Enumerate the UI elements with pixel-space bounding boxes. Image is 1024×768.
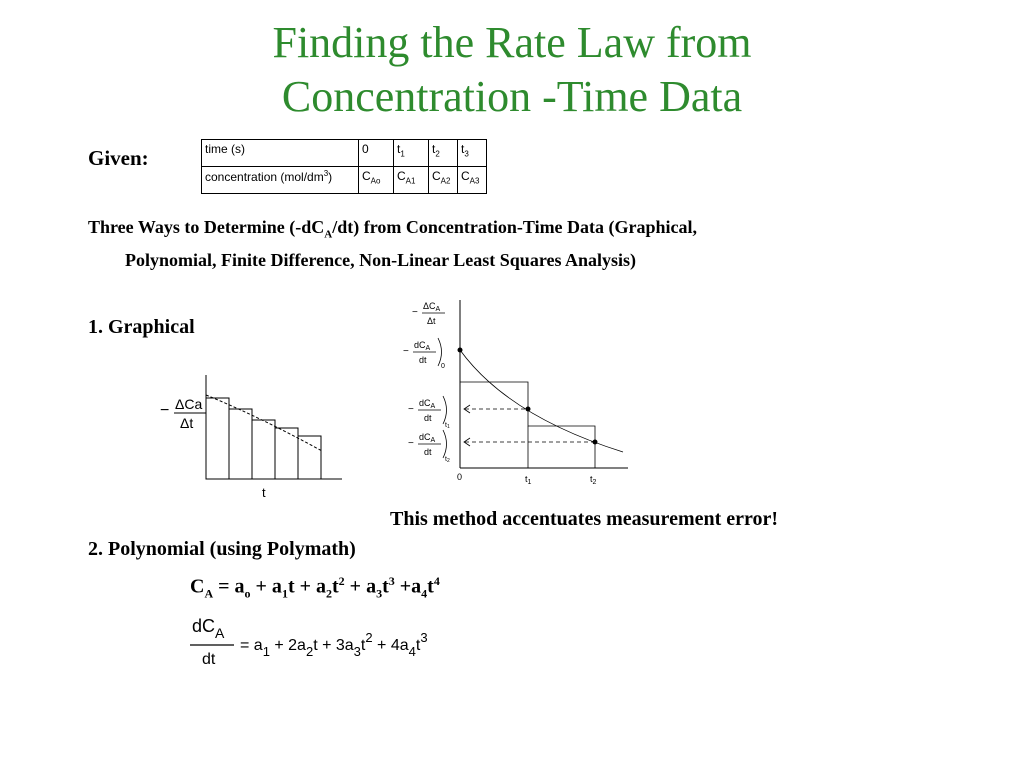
sub-zero: 0 — [441, 363, 445, 370]
graphical-heading: 1. Graphical — [88, 316, 195, 338]
x-label-t: t — [262, 485, 266, 500]
delta-t-label: Δt — [427, 316, 436, 326]
three-ways-line-2: Polynomial, Finite Difference, Non-Linear Least Squares Analysis) — [125, 249, 636, 270]
data-point — [458, 348, 463, 353]
measurement-error-note: This method accentuates measurement error! — [390, 508, 779, 530]
sub-t1: t1 — [445, 422, 450, 430]
delta-ca-label: $\Delta C_A$ — [423, 301, 441, 313]
deriv-denominator: dt — [202, 651, 216, 668]
given-table — [201, 139, 487, 194]
paren — [443, 396, 447, 424]
polynomial-heading: 2. Polynomial (using Polymath) — [88, 538, 356, 560]
deriv-label-t1: $dC_A$ — [419, 398, 436, 410]
delta-ca-label: ΔCa — [175, 396, 203, 412]
table-header-cell: time (s) — [202, 140, 359, 167]
data-point — [593, 440, 598, 445]
concentration-curve — [460, 350, 623, 452]
x-tick-t2: $t_2$ — [590, 474, 597, 486]
table-cell: $C_{Ao}$ — [359, 167, 394, 194]
polynomial-equation: $C_A = a_o + a_1t + a_2t^2 + a_3t^3 +a_4t^4$ — [190, 574, 440, 601]
three-ways-text: Three Ways to Determine $(-dC_A/dt)$ from Concentration-Time Data (Graphical, Polynomial, Finite Difference, Non-Linear Least Squares Analysis) — [88, 215, 888, 273]
minus-sign: − — [160, 402, 170, 419]
table-cell: $C_{A1}$ — [394, 167, 429, 194]
histogram-bar — [229, 409, 252, 479]
derivative-equation — [188, 612, 488, 672]
deriv-den: dt — [419, 355, 427, 365]
deriv-den: dt — [424, 413, 432, 423]
histogram-bar — [275, 428, 298, 479]
sub-t2: t2 — [445, 456, 450, 464]
deriv-numerator: $dC_A$ — [192, 616, 225, 641]
paren — [443, 430, 447, 458]
table-cell: $t_2$ — [429, 140, 458, 167]
trend-curve — [206, 395, 322, 451]
histogram-bar — [206, 398, 229, 479]
table-cell: $t_3$ — [458, 140, 487, 167]
deriv-den: dt — [424, 447, 432, 457]
minus-sign: − — [403, 346, 409, 357]
deriv-label-t2: $dC_A$ — [419, 432, 436, 444]
graphical-histogram-figure — [150, 365, 350, 505]
step-rectangles — [460, 382, 595, 468]
title-line-1: Finding the Rate Law from — [272, 18, 752, 67]
minus-sign: − — [412, 307, 418, 318]
given-label: Given: — [88, 146, 149, 170]
x-tick-t1: $t_1$ — [525, 474, 532, 486]
histogram-bar — [298, 436, 321, 479]
title-line-2: Concentration -Time Data — [281, 72, 743, 121]
deriv-rhs: = $a_1 + 2a_2t + 3a_3t^2 + 4a_4t^3$ — [240, 630, 428, 659]
data-point — [526, 407, 531, 412]
slide-title — [0, 16, 1024, 124]
table-row — [202, 140, 487, 167]
minus-sign: − — [408, 404, 414, 415]
paren — [438, 338, 442, 366]
graphical-curve-figure — [398, 296, 633, 488]
delta-t-label: Δt — [180, 415, 194, 431]
table-cell: $C_{A3}$ — [458, 167, 487, 194]
table-row — [202, 167, 487, 194]
deriv-label-0: $dC_A$ — [414, 340, 431, 352]
table-header-cell: concentration $(mol/dm^3)$ — [202, 167, 359, 194]
x-tick-0: 0 — [457, 472, 463, 482]
table-cell: $C_{A2}$ — [429, 167, 458, 194]
minus-sign: − — [408, 438, 414, 449]
table-cell: $t_1$ — [394, 140, 429, 167]
histogram-bar — [252, 420, 275, 479]
table-cell: 0 — [359, 140, 394, 167]
